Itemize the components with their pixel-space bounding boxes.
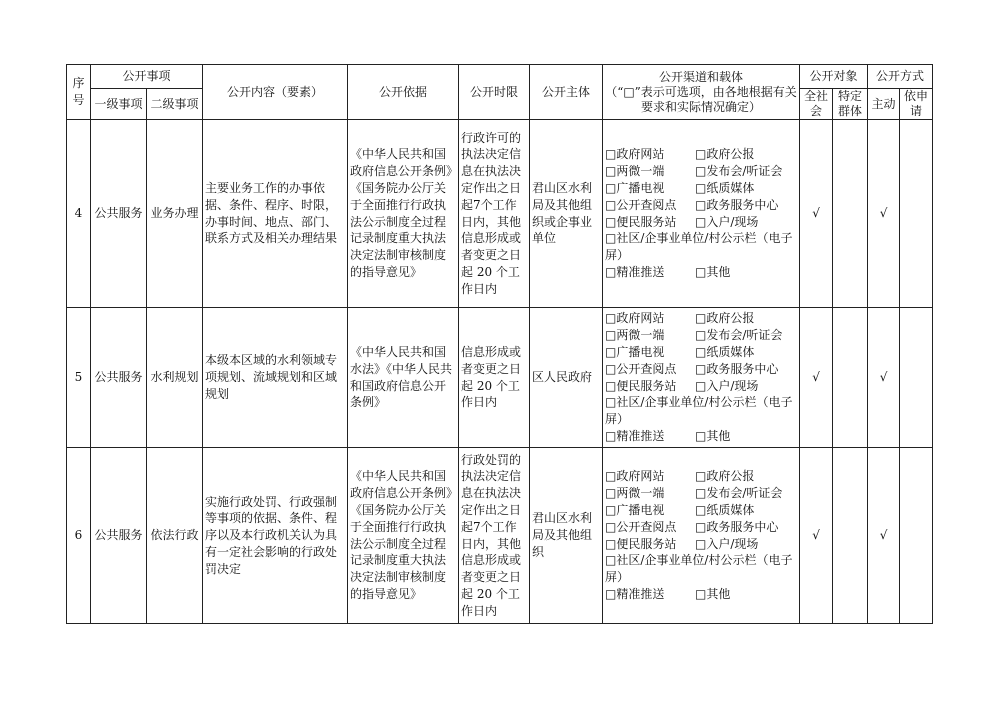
cell-level2: 水利规划 (147, 308, 203, 448)
checkbox-icon (695, 265, 706, 279)
channel-reading-point: 公开查阅点 (616, 519, 677, 534)
channel-precise: 精准推送 (616, 428, 665, 443)
channel-two-one: 两微一端 (616, 164, 665, 179)
checkbox-icon (605, 520, 616, 534)
cell-level1: 公共服务 (91, 120, 147, 308)
cell-channels (603, 120, 800, 308)
cell-audience-all: √ (800, 120, 833, 308)
checkbox-icon (605, 469, 616, 483)
header-content: 公开内容（要素） (203, 65, 348, 120)
channel-gov-gazette: 政府公报 (706, 469, 755, 484)
checkbox-icon (605, 311, 616, 325)
table-row (67, 308, 933, 448)
channel-visit: 入户/现场 (706, 378, 759, 393)
header-audience-specific: 特定群体 (833, 89, 868, 120)
channel-press: 发布会/听证会 (706, 328, 783, 343)
channel-paper: 纸质媒体 (706, 344, 755, 359)
cell-content: 主要业务工作的办事依据、条件、程序、时限，办事时间、地点、部门、联系方式及相关办理结果 (203, 120, 348, 308)
channel-visit: 入户/现场 (706, 536, 759, 551)
channel-gov-site: 政府网站 (616, 311, 665, 326)
cell-method-request (900, 120, 933, 308)
checkbox-icon (605, 395, 616, 409)
channel-other: 其他 (706, 264, 731, 279)
checkbox-icon (605, 231, 616, 245)
channel-service-center: 政务服务中心 (706, 361, 779, 376)
channel-precise: 精准推送 (616, 264, 665, 279)
channel-gov-site: 政府网站 (616, 147, 665, 162)
checkbox-icon (605, 198, 616, 212)
checkbox-icon (605, 362, 616, 376)
channel-two-one: 两微一端 (616, 486, 665, 501)
header-basis: 公开依据 (348, 65, 459, 120)
channel-community-board: 社区/企事业单位/村公示栏（电子屏） (605, 231, 793, 263)
checkbox-icon (695, 345, 706, 359)
channel-broadcast: 广播电视 (616, 502, 665, 517)
checkbox-icon (695, 537, 706, 551)
cell-audience-specific (833, 120, 868, 308)
cell-audience-all: √ (800, 308, 833, 448)
header-method-request: 依申请 (900, 89, 933, 120)
cell-subject: 君山区水利局及其他组织 (530, 448, 603, 624)
channel-reading-point: 公开查阅点 (616, 197, 677, 212)
checkbox-icon (695, 587, 706, 601)
checkbox-icon (695, 181, 706, 195)
cell-level1: 公共服务 (91, 308, 147, 448)
channel-gov-site: 政府网站 (616, 469, 665, 484)
header-row-1 (67, 65, 933, 89)
cell-seq: 4 (67, 120, 91, 308)
cell-basis: 《中华人民共和国政府信息公开条例》《国务院办公厅关于全面推行行政执法公示制度全过程记录制度重大执法决定法制审核制度的指导意见》 (348, 120, 459, 308)
header-method: 公开方式 (868, 65, 933, 89)
channel-gov-gazette: 政府公报 (706, 311, 755, 326)
channel-convenience: 便民服务站 (616, 536, 677, 551)
channel-press: 发布会/听证会 (706, 486, 783, 501)
checkbox-icon (695, 311, 706, 325)
header-subject: 公开主体 (530, 65, 603, 120)
header-channel-title: 公开渠道和载体 (659, 69, 744, 84)
channel-community-board: 社区/企事业单位/村公示栏（电子屏） (605, 395, 793, 427)
channel-visit: 入户/现场 (706, 214, 759, 229)
cell-method-active: √ (868, 308, 900, 448)
channel-press: 发布会/听证会 (706, 164, 783, 179)
checkbox-icon (605, 164, 616, 178)
cell-level1: 公共服务 (91, 448, 147, 624)
header-public-items: 公开事项 (91, 65, 203, 89)
checkbox-icon (695, 147, 706, 161)
checkbox-icon (695, 429, 706, 443)
header-time-limit: 公开时限 (459, 65, 530, 120)
checkbox-icon (695, 520, 706, 534)
header-seq: 序号 (67, 65, 91, 120)
checkbox-icon (605, 265, 616, 279)
channel-reading-point: 公开查阅点 (616, 361, 677, 376)
cell-time-limit: 信息形成或者变更之日起 20 个工作日内 (459, 308, 530, 448)
cell-channels (603, 448, 800, 624)
checkbox-icon (695, 503, 706, 517)
channel-paper: 纸质媒体 (706, 502, 755, 517)
channel-broadcast: 广播电视 (616, 344, 665, 359)
cell-subject: 君山区水利局及其他组织或企事业单位 (530, 120, 603, 308)
channel-convenience: 便民服务站 (616, 378, 677, 393)
header-channel (603, 65, 800, 120)
cell-subject: 区人民政府 (530, 308, 603, 448)
cell-channels (603, 308, 800, 448)
checkbox-icon (605, 553, 616, 567)
checkbox-icon (605, 345, 616, 359)
table-row (67, 120, 933, 308)
checkbox-icon (605, 379, 616, 393)
cell-seq: 6 (67, 448, 91, 624)
checkbox-icon (695, 198, 706, 212)
checkbox-icon (605, 181, 616, 195)
channel-broadcast: 广播电视 (616, 180, 665, 195)
header-method-active: 主动 (868, 89, 900, 120)
cell-level2: 业务办理 (147, 120, 203, 308)
channel-other: 其他 (706, 428, 731, 443)
header-audience: 公开对象 (800, 65, 868, 89)
cell-seq: 5 (67, 308, 91, 448)
cell-basis: 《中华人民共和国水法》《中华人民共和国政府信息公开条例》 (348, 308, 459, 448)
header-level1: 一级事项 (91, 89, 147, 120)
channel-convenience: 便民服务站 (616, 214, 677, 229)
checkbox-icon (605, 429, 616, 443)
table-row (67, 448, 933, 624)
checkbox-icon (605, 147, 616, 161)
checkbox-icon (695, 379, 706, 393)
cell-method-request (900, 308, 933, 448)
cell-content: 本级本区域的水利领域专项规划、流域规划和区域规划 (203, 308, 348, 448)
cell-time-limit: 行政许可的执法决定信息在执法决定作出之日起7个工作日内，其他信息形成或者变更之日起 20 个工作日内 (459, 120, 530, 308)
checkbox-icon (695, 215, 706, 229)
checkbox-icon (605, 537, 616, 551)
channel-precise: 精准推送 (616, 586, 665, 601)
checkbox-icon (695, 362, 706, 376)
checkbox-icon (695, 469, 706, 483)
cell-content: 实施行政处罚、行政强制等事项的依据、条件、程序以及本行政机关认为具有一定社会影响的行政处罚决定 (203, 448, 348, 624)
checkbox-icon (605, 328, 616, 342)
channel-gov-gazette: 政府公报 (706, 147, 755, 162)
checkbox-icon (695, 164, 706, 178)
disclosure-table (66, 64, 933, 624)
checkbox-icon (605, 215, 616, 229)
checkbox-icon (695, 328, 706, 342)
channel-community-board: 社区/企事业单位/村公示栏（电子屏） (605, 553, 793, 585)
channel-service-center: 政务服务中心 (706, 519, 779, 534)
cell-audience-all: √ (800, 448, 833, 624)
channel-service-center: 政务服务中心 (706, 197, 779, 212)
checkbox-icon (605, 503, 616, 517)
cell-method-request (900, 448, 933, 624)
checkbox-icon (695, 486, 706, 500)
cell-basis: 《中华人民共和国政府信息公开条例》《国务院办公厅关于全面推行行政执法公示制度全过程记录制度重大执法决定法制审核制度的指导意见》 (348, 448, 459, 624)
cell-method-active: √ (868, 448, 900, 624)
cell-time-limit: 行政处罚的执法决定信息在执法决定作出之日起7个工作日内，其他信息形成或者变更之日起 20 个工作日内 (459, 448, 530, 624)
cell-level2: 依法行政 (147, 448, 203, 624)
cell-method-active: √ (868, 120, 900, 308)
checkbox-icon (605, 587, 616, 601)
channel-two-one: 两微一端 (616, 328, 665, 343)
header-channel-note: （“□”表示可选项，由各地根据有关要求和实际情况确定） (605, 84, 797, 114)
channel-other: 其他 (706, 586, 731, 601)
checkbox-icon (605, 486, 616, 500)
cell-audience-specific (833, 308, 868, 448)
header-level2: 二级事项 (147, 89, 203, 120)
header-audience-all: 全社会 (800, 89, 833, 120)
channel-paper: 纸质媒体 (706, 180, 755, 195)
cell-audience-specific (833, 448, 868, 624)
